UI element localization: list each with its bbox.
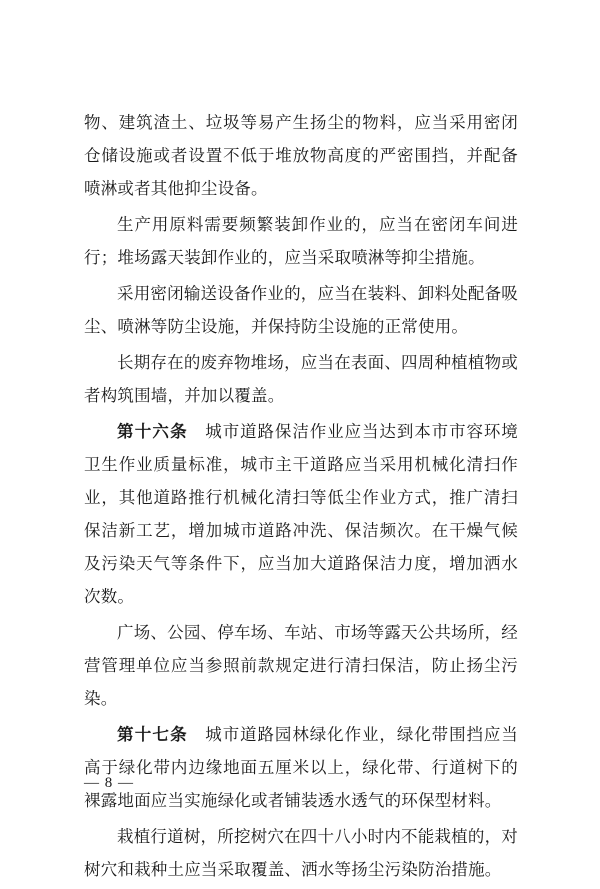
- paragraph-text: 生产用原料需要频繁装卸作业的，应当在密闭车间进行；堆场露天装卸作业的，应当采取喷淋等抑尘措施。: [84, 215, 518, 267]
- paragraph-1: [84, 106, 518, 205]
- article-17: [84, 718, 518, 817]
- paragraph-8: [84, 820, 518, 886]
- paragraph-2: [84, 208, 518, 274]
- article-16: [84, 415, 518, 613]
- paragraph-text: 物、建筑渣土、垃圾等易产生扬尘的物料，应当采用密闭仓储设施或者设置不低于堆放物高度的严密围挡，并配备喷淋或者其他抑尘设备。: [84, 113, 518, 198]
- paragraph-4: [84, 346, 518, 412]
- article-label: 第十六条: [117, 422, 188, 441]
- paragraph-text: 栽植行道树，所挖树穴在四十八小时内不能栽植的，对树穴和栽种土应当采取覆盖、洒水等扬尘污染防治措施。: [84, 827, 518, 879]
- paragraph-text: 广场、公园、停车场、车站、市场等露天公共场所，经营管理单位应当参照前款规定进行清扫保洁，防止扬尘污染。: [84, 623, 518, 708]
- body-text: [84, 106, 518, 889]
- paragraph-text: 长期存在的废弃物堆场，应当在表面、四周种植植物或者构筑围墙，并加以覆盖。: [84, 353, 518, 405]
- paragraph-3: [84, 277, 518, 343]
- paragraph-6: [84, 616, 518, 715]
- paragraph-text: 城市道路保洁作业应当达到本市市容环境卫生作业质量标准，城市主干道路应当采用机械化清扫作业，其他道路推行机械化清扫等低尘作业方式，推广清扫保洁新工艺，增加城市道路冲洗、保洁频次。在干燥气候及污染天气等条件下，应当加大道路保洁力度，增加洒水次数。: [84, 422, 519, 606]
- paragraph-text: 城市道路园林绿化作业，绿化带围挡应当高于绿化带内边缘地面五厘米以上，绿化带、行道树下的裸露地面应当实施绿化或者铺装透水透气的环保型材料。: [84, 725, 519, 810]
- article-label: 第十七条: [117, 725, 188, 744]
- page-number: — 8 —: [84, 775, 134, 791]
- paragraph-text: 采用密闭输送设备作业的，应当在装料、卸料处配备吸尘、喷淋等防尘设施，并保持防尘设施的正常使用。: [84, 284, 518, 336]
